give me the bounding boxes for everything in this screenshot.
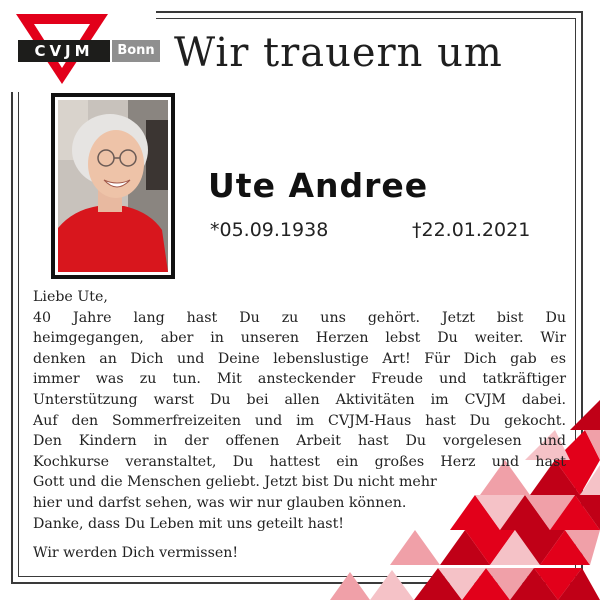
birth-date: *05.09.1938 (210, 219, 329, 241)
deceased-name: Ute Andree (208, 166, 429, 205)
letter-line: Unterstützung warst Du bei allen Aktivitäten im CVJM dabei. (33, 391, 566, 408)
letter-body (33, 287, 566, 534)
letter-line: Gott und die Menschen geliebt. Jetzt bist Du nicht mehr (33, 474, 437, 491)
logo-city: Bonn (112, 40, 160, 62)
letter-line: Danke, dass Du Leben mit uns geteilt hast! (33, 515, 344, 532)
portrait-frame (51, 93, 175, 279)
letter-line: hier und darfst sehen, was wir nur glauben können. (33, 494, 407, 511)
death-date: †22.01.2021 (412, 219, 531, 241)
letter-line: Den Kindern in der offenen Arbeit hast Du vorgelesen und (33, 433, 566, 450)
logo-brand: CVJM (18, 40, 110, 62)
letter-line: immer was zu tun. Mit ansteckender Freude und tatkräftiger (33, 371, 566, 388)
letter-line: Liebe Ute, (33, 289, 108, 305)
letter-line: Kochkurse veranstaltet, Du hattest ein großes Herz und hast (33, 453, 566, 470)
letter-line: denken an Dich und Deine lebenslustige Art! Für Dich gab es (33, 350, 566, 367)
cvjm-logo (12, 10, 155, 90)
page-title: Wir trauern um (174, 30, 503, 76)
portrait-photo (58, 100, 168, 272)
letter-line: heimgegangen, aber in unseren Herzen lebst Du weiter. Wir (33, 330, 566, 347)
letter-line: Auf den Sommerfreizeiten und im CVJM-Haus hast Du gekocht. (33, 412, 566, 429)
closing-line: Wir werden Dich vermissen! (33, 545, 239, 561)
letter-line: 40 Jahre lang hast Du zu uns gehört. Jetzt bist Du (33, 309, 566, 326)
